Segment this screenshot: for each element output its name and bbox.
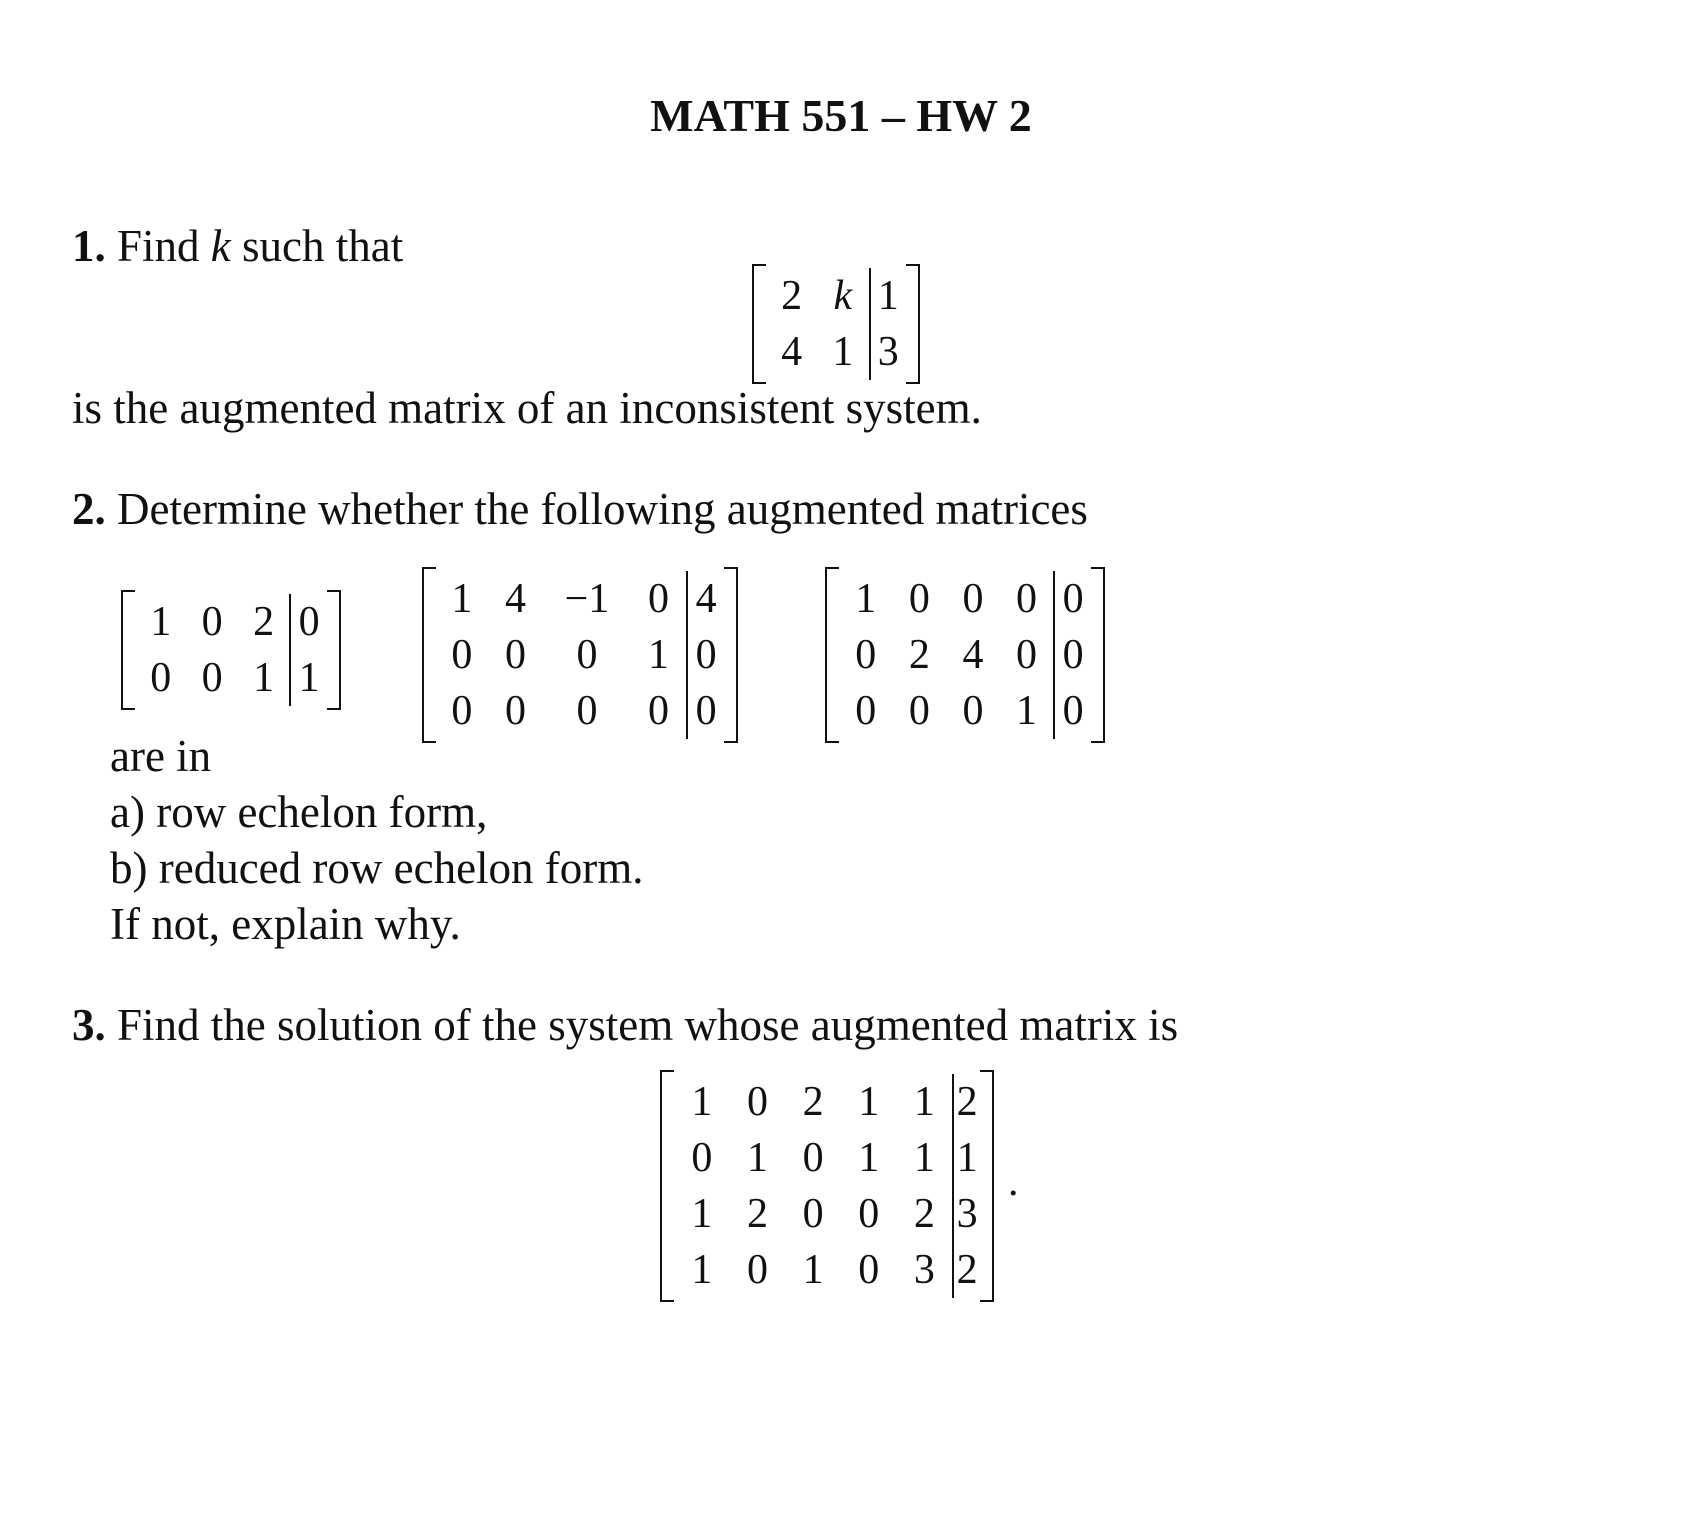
matrix-cell: 4: [686, 571, 724, 627]
matrix-cell: 0: [746, 1247, 768, 1293]
matrix-cell: 0: [201, 599, 223, 645]
matrix-cell: 1: [1016, 688, 1038, 734]
problem-1-intro-after: such that: [242, 221, 404, 271]
matrix-cell: 1: [832, 329, 854, 375]
matrix-cell: 0: [1053, 627, 1091, 683]
matrix-cell: 0: [908, 576, 930, 622]
problem-2-number: 2.: [72, 484, 106, 534]
left-bracket: [825, 567, 839, 743]
problem-3-end-mark: .: [1008, 1159, 1019, 1205]
problem-1-matrix: [752, 264, 920, 384]
problem-2-part-a: a) row echelon form,: [110, 787, 488, 837]
matrix-cell: 2: [952, 1242, 980, 1298]
problem-1-prompt: [72, 218, 403, 274]
matrix-cell: 0: [858, 1191, 880, 1237]
matrix-cell: 0: [576, 688, 598, 734]
problem-2-part-b: b) reduced row echelon form.: [110, 843, 644, 893]
matrix-cell: 2: [746, 1191, 768, 1237]
matrix-cell: 3: [952, 1186, 980, 1242]
matrix-cell: 1: [746, 1135, 768, 1181]
matrix-cell: 0: [1016, 576, 1038, 622]
right-bracket: [724, 567, 738, 743]
matrix-row: [436, 683, 724, 739]
matrix-cell: 1: [691, 1191, 713, 1237]
matrix-cell: 1: [952, 1130, 980, 1186]
matrix-row: [135, 594, 327, 650]
matrix-cell: 1: [858, 1135, 880, 1181]
right-bracket: [980, 1070, 994, 1302]
matrix-cell: 1: [869, 268, 906, 324]
matrix-cell: 0: [746, 1079, 768, 1125]
matrix-cell: 2: [952, 1074, 980, 1130]
problem-2-matrix-b: [422, 567, 738, 743]
matrix-cell: 0: [962, 688, 984, 734]
matrix-cell: 0: [1053, 571, 1091, 627]
problem-2-intro: Determine whether the following augmented matrices: [117, 484, 1088, 534]
matrix-cell: 1: [913, 1135, 935, 1181]
matrix-cell: 1: [289, 650, 327, 706]
left-bracket: [752, 264, 766, 384]
matrix-row: [766, 324, 906, 380]
matrix-cell: 1: [647, 632, 669, 678]
matrix-cell: −1: [564, 576, 610, 622]
left-bracket: [660, 1070, 674, 1302]
problem-2-matrix-c: [825, 567, 1105, 743]
matrix-cell: 0: [504, 688, 526, 734]
problem-3-matrix: [660, 1070, 994, 1302]
matrix-cell: 1: [858, 1079, 880, 1125]
matrix-cell: 0: [576, 632, 598, 678]
matrix-cell: 0: [855, 632, 877, 678]
matrix-row: [839, 627, 1091, 683]
matrix-cell: 3: [913, 1247, 935, 1293]
matrix-row: [436, 571, 724, 627]
matrix-cell: 4: [781, 329, 803, 375]
matrix-cell: 0: [686, 627, 724, 683]
matrix-row: [766, 268, 906, 324]
matrix-cell: 2: [802, 1079, 824, 1125]
matrix-cell: 1: [913, 1079, 935, 1125]
matrix-cell: 4: [504, 576, 526, 622]
matrix-cell: 0: [962, 576, 984, 622]
matrix-cell: 1: [451, 576, 473, 622]
matrix-cell: 2: [781, 273, 803, 319]
problem-3-prompt: [72, 997, 1178, 1053]
matrix-cell: 2: [908, 632, 930, 678]
matrix-cell: 0: [802, 1191, 824, 1237]
matrix-row: [674, 1242, 980, 1298]
problem-2-are-in: are in: [110, 731, 212, 781]
page-title: MATH 551 – HW 2: [650, 90, 1032, 141]
matrix-row: [674, 1074, 980, 1130]
matrix-cell: 1: [691, 1247, 713, 1293]
problem-2-matrix-a: [121, 590, 341, 710]
matrix-cell: 1: [802, 1247, 824, 1293]
matrix-cell: 0: [201, 655, 223, 701]
problem-1-variable: k: [210, 221, 231, 271]
matrix-cell: 0: [686, 683, 724, 739]
matrix-cell: 0: [647, 576, 669, 622]
matrix-cell: 2: [253, 599, 275, 645]
problem-3-number: 3.: [72, 1000, 106, 1050]
matrix-cell: 0: [691, 1135, 713, 1181]
matrix-cell: 2: [913, 1191, 935, 1237]
left-bracket: [422, 567, 436, 743]
problem-1-conclusion: is the augmented matrix of an inconsistent system.: [72, 383, 982, 433]
matrix-row: [839, 571, 1091, 627]
right-bracket: [906, 264, 920, 384]
problem-3-intro: Find the solution of the system whose augmented matrix is: [117, 1000, 1179, 1050]
matrix-row: [839, 683, 1091, 739]
right-bracket: [327, 590, 341, 710]
problem-1-intro-before: Find: [117, 221, 200, 271]
matrix-cell: 0: [858, 1247, 880, 1293]
matrix-row: [674, 1130, 980, 1186]
matrix-cell: 0: [855, 688, 877, 734]
matrix-cell: 0: [1016, 632, 1038, 678]
matrix-row: [436, 627, 724, 683]
matrix-cell: 1: [253, 655, 275, 701]
problem-2-prompt: [72, 481, 1088, 537]
problem-1-number: 1.: [72, 221, 106, 271]
right-bracket: [1091, 567, 1105, 743]
matrix-cell: 4: [962, 632, 984, 678]
matrix-cell: 0: [802, 1135, 824, 1181]
left-bracket: [121, 590, 135, 710]
matrix-cell: 0: [451, 688, 473, 734]
matrix-cell: 1: [855, 576, 877, 622]
problem-2-if-not: If not, explain why.: [110, 899, 461, 949]
matrix-cell: 3: [869, 324, 906, 380]
matrix-row: [674, 1186, 980, 1242]
matrix-row: [135, 650, 327, 706]
matrix-cell: 0: [908, 688, 930, 734]
matrix-cell: 1: [691, 1079, 713, 1125]
matrix-cell: 0: [504, 632, 526, 678]
matrix-cell: k: [833, 273, 853, 319]
matrix-cell: 0: [289, 594, 327, 650]
matrix-cell: 0: [647, 688, 669, 734]
matrix-cell: 0: [451, 632, 473, 678]
matrix-cell: 0: [150, 655, 172, 701]
matrix-cell: 0: [1053, 683, 1091, 739]
matrix-cell: 1: [150, 599, 172, 645]
